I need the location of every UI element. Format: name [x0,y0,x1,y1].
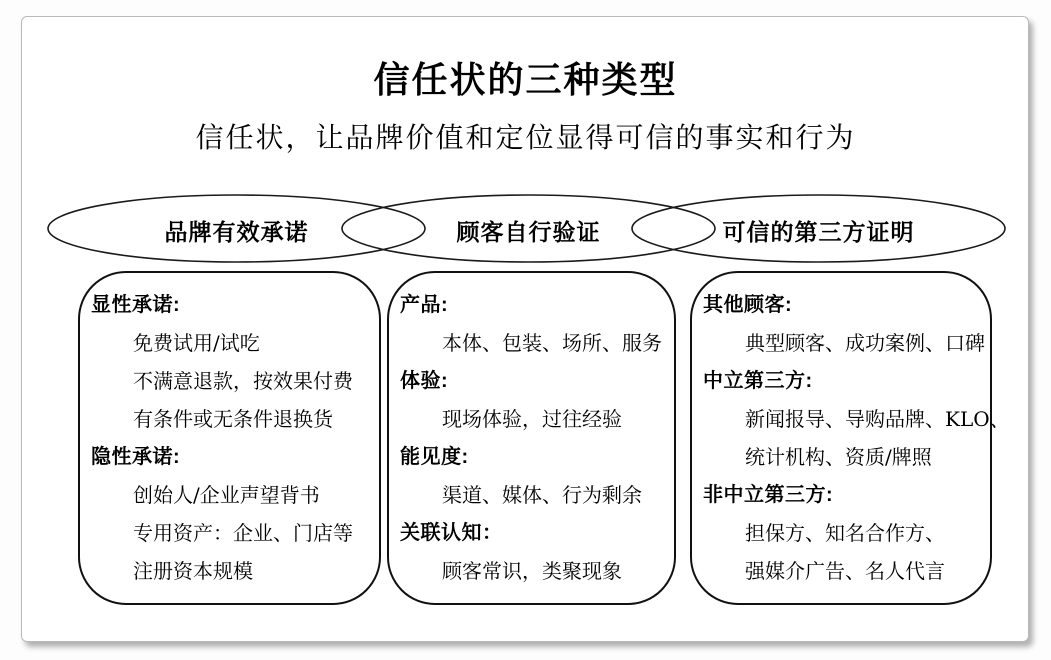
page-title: 信任状的三种类型 [373,59,678,100]
box-3-line-item: 典型顾客、成功案例、口碑 [745,331,985,355]
box-3-line-item: 新闻报导、导购品牌、KLO、 [745,407,1010,431]
box-1-line-item: 免费试用/试吃 [133,331,260,355]
box-2-line-header: 关联认知： [400,522,503,544]
detail-box-brand-promise [78,271,381,605]
detail-box-customer-verify [387,271,676,605]
box-3-line-item: 担保方、知名合作方、 [745,521,945,545]
category-label-third-party: 可信的第三方证明 [722,219,915,245]
box-3-line-header: 中立第三方: [703,370,813,392]
box-1-line-item: 注册资本规模 [133,559,253,583]
box-1-line-header: 显性承诺: [91,294,181,316]
box-2-line-item: 现场体验，过往经验 [442,407,622,431]
box-2-line-header: 体验: [400,370,449,392]
box-1-line-item: 不满意退款，按效果付费 [133,369,353,393]
box-2-line-item: 本体、包装、场所、服务 [442,331,662,355]
box-2-line-item: 渠道、媒体、行为剩余 [442,483,642,507]
box-1-line-item: 创始人/企业声望背书 [133,483,320,507]
box-2-line-item: 顾客常识，类聚现象 [442,559,622,583]
box-2-line-header: 能见度: [400,446,469,468]
detail-box-third-party [690,271,1010,605]
box-3-line-header: 其他顾客: [703,294,793,316]
box-3-line-item: 统计机构、资质/牌照 [745,445,932,469]
box-3-line-header: 非中立第三方: [703,484,834,506]
box-1-line-item: 有条件或无条件退换货 [133,407,333,431]
box-1-line-item: 专用资产：企业、门店等 [133,521,353,545]
box-3-line-item: 强媒介广告、名人代言 [745,559,945,583]
page-subtitle: 信任状，让品牌价值和定位显得可信的事实和行为 [195,121,856,154]
box-2-line-header: 产品: [400,294,449,316]
category-label-brand-promise: 品牌有效承诺 [164,219,309,245]
category-label-customer-verify: 顾客自行验证 [456,219,601,245]
box-1-line-header: 隐性承诺: [91,446,181,468]
